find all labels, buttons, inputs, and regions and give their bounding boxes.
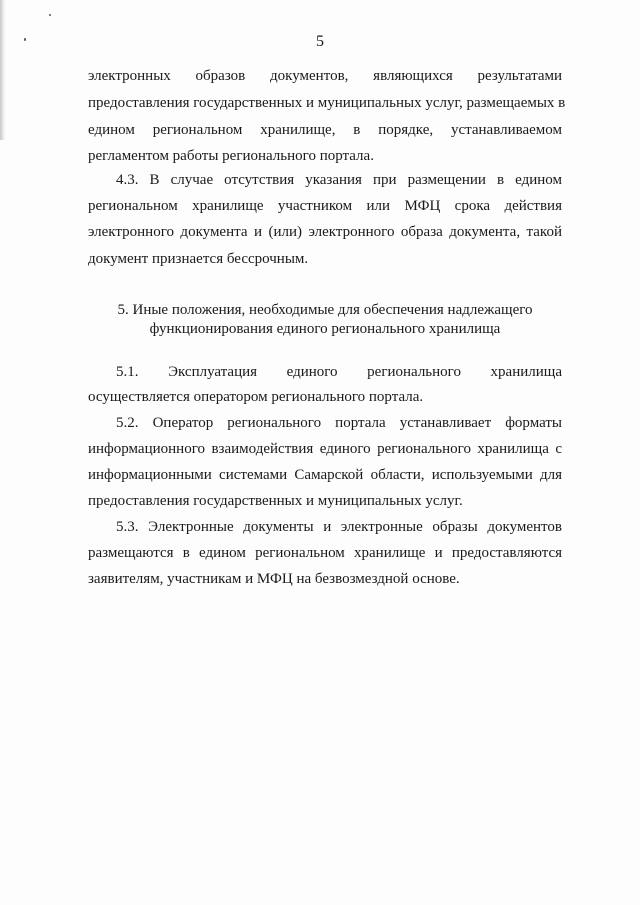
paragraph-line: размещаются в едином региональном хранилище и предоставляются [88, 545, 562, 561]
paragraph-line: региональном хранилище участником или МФЦ срока действия [88, 198, 562, 214]
paragraph-line: предоставления государственных и муниципальных услуг. [88, 493, 463, 509]
section-heading: 5. Иные положения, необходимые для обеспечения надлежащего [117, 302, 533, 318]
section-heading: функционирования единого регионального хранилища [149, 321, 501, 337]
paragraph-line: предоставления государственных и муниципальных услуг, размещаемых в [88, 95, 566, 111]
paragraph-line: электронных образов документов, являющихся результатами [88, 68, 562, 84]
paragraph-line: регламентом работы регионального портала. [88, 148, 374, 164]
paragraph-line: осуществляется оператором регионального портала. [88, 389, 424, 405]
paragraph-line: документ признается бессрочным. [88, 251, 309, 267]
paragraph-line: 5.1. Эксплуатация единого регионального хранилища [116, 364, 562, 380]
paragraph-line: заявителям, участникам и МФЦ на безвозмездной основе. [88, 571, 460, 587]
paragraph-line: информационного взаимодействия единого регионального хранилища с [88, 441, 562, 457]
paragraph-line: 5.3. Электронные документы и электронные образы документов [116, 519, 562, 535]
paragraph-line: 5.2. Оператор регионального портала устанавливает форматы [116, 415, 562, 431]
paragraph-line: информационными системами Самарской области, используемыми для [88, 467, 562, 483]
scan-speck [49, 14, 51, 16]
paragraph-line: электронного документа и (или) электронного образа документа, такой [88, 224, 562, 240]
paragraph-line: едином региональном хранилище, в порядке, устанавливаемом [88, 122, 562, 138]
scan-edge-shadow [0, 0, 6, 140]
page-number: 5 [316, 33, 324, 50]
paragraph-line: 4.3. В случае отсутствия указания при размещении в едином [116, 172, 562, 188]
